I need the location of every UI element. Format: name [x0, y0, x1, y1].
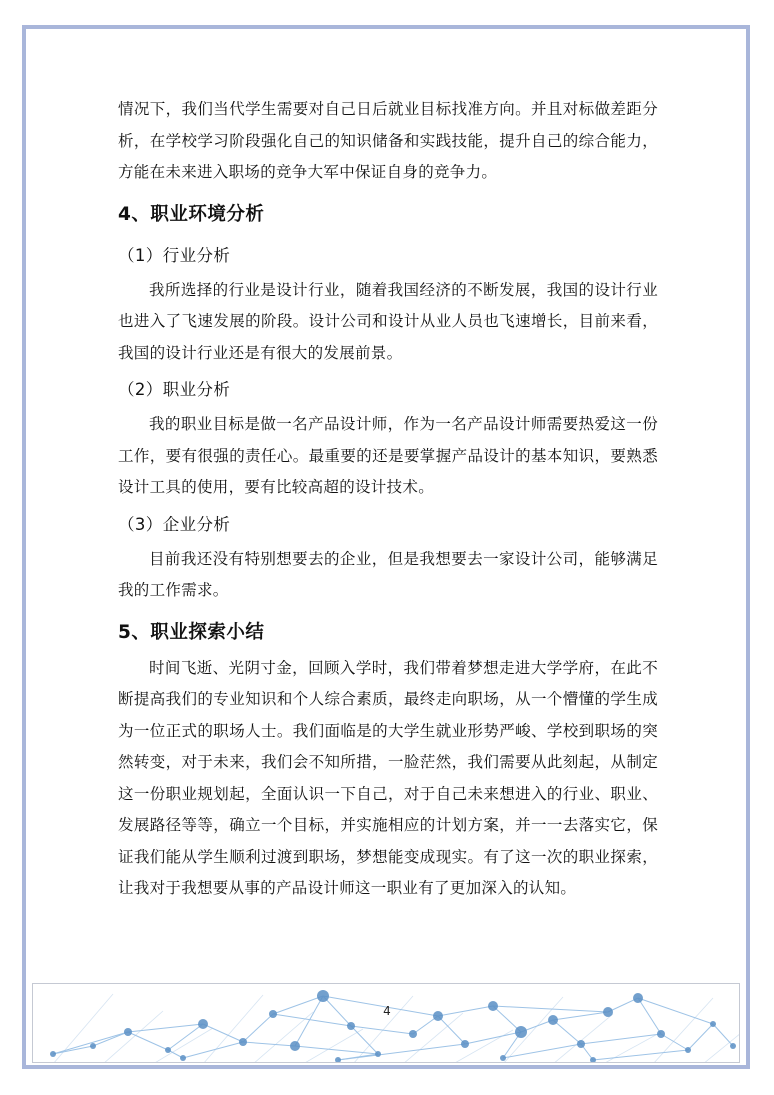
industry-analysis-paragraph: 我所选择的行业是设计行业，随着我国经济的不断发展，我国的设计行业也进入了飞速发展的阶段。设计公司和设计从业人员也飞速增长，目前来看，我国的设计行业还是有很大的发展前景。	[118, 280, 658, 362]
network-graphic	[33, 984, 740, 1063]
network-bg-line	[553, 1014, 613, 1063]
network-node	[375, 1051, 381, 1057]
network-edge	[688, 1024, 713, 1050]
network-edge	[53, 1032, 128, 1054]
enterprise-analysis-paragraph: 目前我还没有特别想要去的企业，但是我想要去一家设计公司，能够满足我的工作需求。	[118, 549, 658, 599]
career-analysis-paragraph: 我的职业目标是做一名产品设计师，作为一名产品设计师需要热爱这一份工作，要有很强的责任心。最重要的还是要掌握产品设计的基本知识，要熟悉设计工具的使用，要有比较高超的设计技术。	[118, 415, 658, 496]
network-edge	[128, 1024, 203, 1032]
section-4-heading: 4、职业环境分析	[118, 203, 265, 225]
industry-analysis-heading: （1）行业分析	[118, 245, 231, 265]
network-node	[335, 1057, 341, 1063]
network-node	[124, 1028, 132, 1036]
network-node	[461, 1040, 469, 1048]
section-5-heading: 5、职业探索小结	[118, 621, 265, 643]
network-node	[409, 1030, 417, 1038]
network-node	[730, 1043, 736, 1049]
network-node	[90, 1043, 96, 1049]
page-number: 4	[383, 1004, 391, 1018]
network-edge	[53, 1046, 93, 1054]
network-node	[577, 1040, 585, 1048]
network-node	[500, 1055, 506, 1061]
network-node	[50, 1051, 56, 1057]
network-node	[180, 1055, 186, 1061]
enterprise-analysis-heading: （3）企业分析	[118, 514, 231, 534]
network-node	[290, 1041, 300, 1051]
network-node	[710, 1021, 716, 1027]
network-node	[239, 1038, 247, 1046]
network-node	[685, 1047, 691, 1053]
network-edge	[243, 1014, 273, 1042]
footer-network-banner	[32, 983, 740, 1063]
network-bg-line	[253, 1012, 313, 1063]
network-edge	[465, 1032, 521, 1044]
network-bg-line	[403, 1013, 463, 1063]
network-edge	[128, 1032, 168, 1050]
network-edge	[93, 1032, 128, 1046]
network-node	[515, 1026, 527, 1038]
network-edge	[593, 1050, 688, 1060]
network-edge	[203, 1024, 243, 1042]
network-node	[347, 1022, 355, 1030]
career-analysis-heading: （2）职业分析	[118, 380, 231, 399]
network-edge	[661, 1034, 688, 1050]
summary-paragraph: 时间飞逝、光阴寸金，回顾入学时，我们带着梦想走进大学学府，在此不断提高我们的专业知识和个人综合素质，最终走向职场，从一个懵懂的学生成为一位正式的职场人士。我们面临是的大学生就业形势严峻、学校到职场的突然转变，对于未来，我们会不知所措，一脸茫然，我们需要从此刻起，从制定这一份职业规划起，全面认识一下自己，对于自己未来想进入的行业、职业、发展路径等等，确立一个目标，并实施相应的计划方案，并一一去落实它，保证我们能从学生顺利过渡到职场，梦想能变成现实。有了这一次的职业探索，让我对于我想要从事的产品设计师这一职业有了更加深入的认知。	[118, 658, 658, 897]
network-node	[165, 1047, 171, 1053]
network-edge	[553, 1020, 581, 1044]
document-body	[118, 94, 658, 905]
network-edge	[243, 1042, 295, 1046]
network-node	[198, 1019, 208, 1029]
network-edge	[438, 1016, 465, 1044]
intro-paragraph: 情况下，我们当代学生需要对自己日后就业目标找准方向。并且对标做差距分析，在学校学习阶段强化自己的知识储备和实践技能，提升自己的综合能力，方能在未来进入职场的竞争大军中保证自身的竞争力。	[118, 100, 658, 181]
network-node	[633, 993, 643, 1003]
network-node	[590, 1057, 596, 1063]
network-node	[657, 1030, 665, 1038]
network-edge	[713, 1024, 733, 1046]
network-edge	[183, 1042, 243, 1058]
network-node	[317, 990, 329, 1002]
network-edge	[351, 1026, 413, 1034]
